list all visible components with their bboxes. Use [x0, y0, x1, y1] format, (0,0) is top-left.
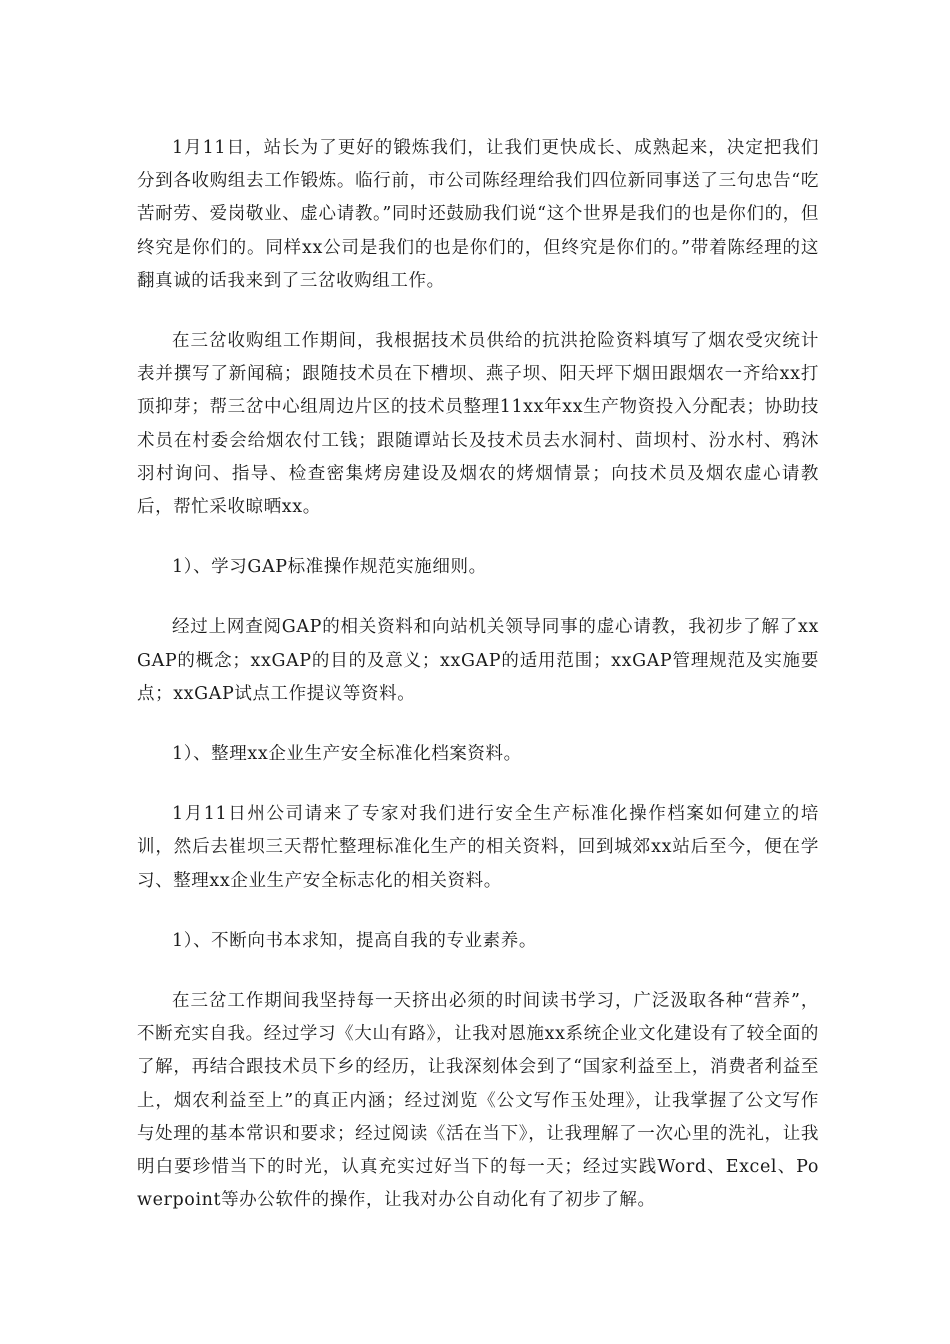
paragraph-gap-study: 经过上网查阅GAP的相关资料和向站机关领导同事的虚心请教，我初步了解了xxGAP的概念；xxGAP的目的及意义；xxGAP的适用范围；xxGAP管理规范及实施要点；xxGAP试点工作提议等资料。	[137, 617, 819, 704]
section-heading-gap: 1）、学习GAP标准操作规范实施细则。	[172, 557, 487, 578]
section-heading-self-study: 1）、不断向书本求知，提高自我的专业素养。	[172, 930, 537, 951]
section-heading-safety-archive: 1）、整理xx企业生产安全标准化档案资料。	[172, 744, 522, 765]
paragraph-sancha-work: 在三岔收购组工作期间，我根据技术员供给的抗洪抢险资料填写了烟农受灾统计表并撰写了新闻稿；跟随技术员在下槽坝、燕子坝、阳天坪下烟田跟烟农一齐给xx打顶抑芽；帮三岔中心组周边片区的技术员整理11xx年xx生产物资投入分配表；协助技术员在村委会给烟农付工钱；跟随谭站长及技术员去水洞村、茴坝村、汾水村、鸦沐羽村询问、指导、检查密集烤房建设及烟农的烤烟情景；向技术员及烟农虚心请教后，帮忙采收晾晒xx。	[137, 331, 819, 518]
paragraph-reading: 在三岔工作期间我坚持每一天挤出必须的时间读书学习，广泛汲取各种“营养”，不断充实自我。经过学习《大山有路》，让我对恩施xx系统企业文化建设有了较全面的了解，再结合跟技术员下乡的经历，让我深刻体会到了“国家利益至上，消费者利益至上，烟农利益至上”的真正内涵；经过浏览《公文写作玉处理》，让我掌握了公文写作与处理的基本常识和要求；经过阅读《活在当下》，让我理解了一次心里的洗礼，让我明白要珍惜当下的时光，认真充实过好当下的每一天；经过实践Word、Excel、Powerpoint等办公软件的操作，让我对办公自动化有了初步了解。	[137, 991, 819, 1211]
paragraph-assignment: 1月11日，站长为了更好的锻炼我们，让我们更快成长、成熟起来，决定把我们分到各收购组去工作锻炼。临行前，市公司陈经理给我们四位新同事送了三句忠告“吃苦耐劳、爱岗敬业、虚心请教。”同时还鼓励我们说“这个世界是我们的也是你们的，但终究是你们的。同样xx公司是我们的也是你们的，但终究是你们的。”带着陈经理的这翻真诚的话我来到了三岔收购组工作。	[137, 138, 819, 291]
paragraph-safety-training: 1月11日州公司请来了专家对我们进行安全生产标准化操作档案如何建立的培训，然后去崔坝三天帮忙整理标准化生产的相关资料，回到城郊xx站后至今，便在学习、整理xx企业生产安全标志化的相关资料。	[137, 804, 819, 891]
document-body	[137, 132, 819, 1244]
